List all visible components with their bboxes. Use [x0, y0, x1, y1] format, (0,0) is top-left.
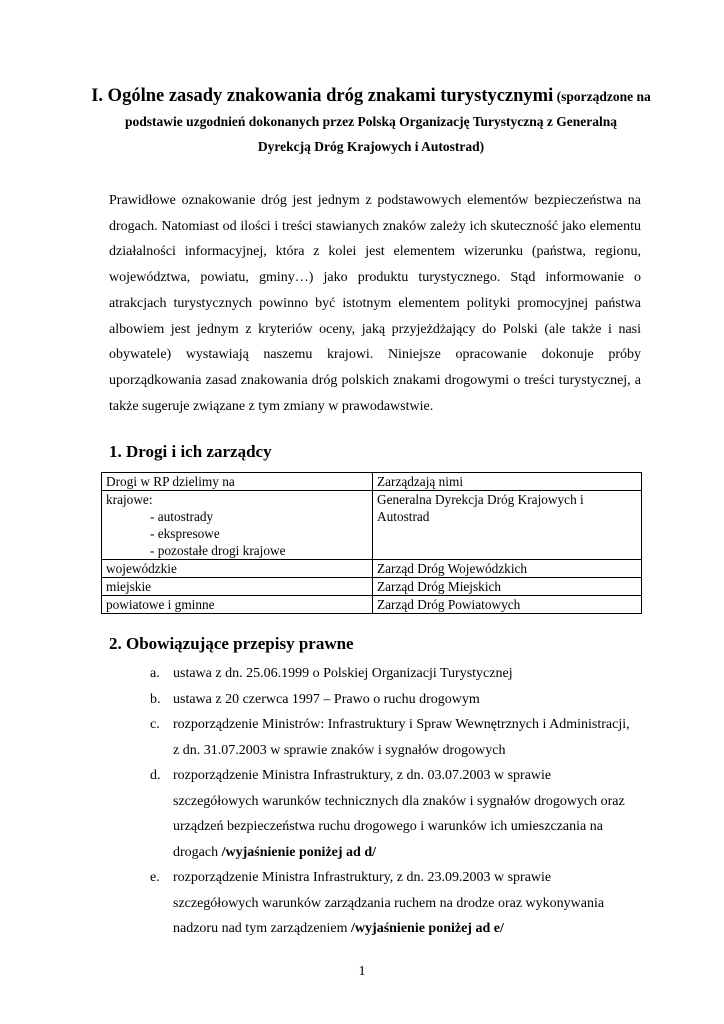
list-marker: c.	[150, 717, 160, 732]
list-item	[150, 763, 630, 865]
table-row-national	[102, 491, 642, 560]
table-cell	[102, 491, 373, 560]
table-cell: Zarząd Dróg Wojewódzkich	[373, 560, 642, 578]
table-cell: Zarząd Dróg Miejskich	[373, 578, 642, 596]
list-item-text: rozporządzenie Ministra Infrastruktury, z dn. 03.07.2003 w sprawie szczegółowych warunków technicznych dla znaków i sygnałów drogowych oraz urządzeń bezpieczeństwa ruchu drogowego i warunków ich umieszczania na drogach	[173, 768, 625, 860]
table-header-cell: Drogi w RP dzielimy na	[102, 473, 373, 491]
table-row	[102, 578, 642, 596]
section2-heading: 2. Obowiązujące przepisy prawne	[109, 634, 354, 653]
title-note-line2: podstawie uzgodnień dokonanych przez Polską Organizację Turystyczną z Generalną	[124, 114, 617, 129]
road-subtype: - autostrady	[150, 509, 214, 524]
table-cell: wojewódzkie	[102, 560, 373, 578]
title-note-line3: Dyrekcją Dróg Krajowych i Autostrad)	[257, 139, 485, 154]
list-marker: e.	[150, 870, 160, 885]
road-subtype: - pozostałe drogi krajowe	[150, 543, 286, 558]
table-header-cell: Zarządzają nimi	[373, 473, 642, 491]
legal-acts-list	[150, 661, 630, 942]
table-cell: Generalna Dyrekcja Dróg Krajowych i Autostrad	[373, 491, 642, 560]
list-item-text: rozporządzenie Ministrów: Infrastruktury i Spraw Wewnętrznych i Administracji, z dn. 31.07.2003 w sprawie znaków i sygnałów drogowych	[173, 717, 630, 758]
list-item	[150, 687, 630, 713]
list-item	[150, 712, 630, 763]
table-header-row	[102, 473, 642, 491]
section1-heading: 1. Drogi i ich zarządcy	[109, 442, 272, 461]
intro-paragraph: Prawidłowe oznakowanie dróg jest jednym z podstawowych elementów bezpieczeństwa na drogach. Natomiast od ilości i treści stawianych znaków zależy ich skuteczność jako elementu działalności informacyjnej, która z kolei jest elementem wizerunku (państwa, regionu, województwa, powiatu, gminy…) jako produktu turystycznego. Stąd informowanie o atrakcjach turystycznych powinno być istotnym elementem polityki promocyjnej państwa albowiem jest jednym z kryteriów oceny, jaką przyjeżdżający do Polski (ale także i nasi obywatele) wystawiają naszemu krajowi. Niniejsze opracowanie dokonuje próby uporządkowania zasad znakowania dróg polskich znakami drogowymi o treści turystycznej, a także sugeruje związane z tym zmiany w prawodawstwie.	[109, 193, 641, 414]
explanation-ref: /wyjaśnienie poniżej ad e/	[351, 921, 504, 936]
list-marker: d.	[150, 768, 161, 783]
national-label: krajowe:	[106, 492, 153, 507]
table-cell: miejskie	[102, 578, 373, 596]
roads-table	[101, 472, 642, 614]
document-title	[90, 84, 652, 159]
table-row	[102, 560, 642, 578]
list-item	[150, 661, 630, 687]
table-cell: powiatowe i gminne	[102, 596, 373, 614]
list-item-text: rozporządzenie Ministra Infrastruktury, z dn. 23.09.2003 w sprawie szczegółowych warunków zarządzania ruchem na drodze oraz wykonywania nadzoru nad tym zarządzeniem	[173, 870, 605, 936]
list-item-text: ustawa z dn. 25.06.1999 o Polskiej Organizacji Turystycznej	[173, 666, 513, 681]
table-cell: Zarząd Dróg Powiatowych	[373, 596, 642, 614]
table-row	[102, 596, 642, 614]
explanation-ref: /wyjaśnienie poniżej ad d/	[221, 844, 376, 860]
list-item-text: ustawa z 20 czerwca 1997 – Prawo o ruchu drogowym	[173, 691, 480, 707]
page-number: 1	[358, 964, 366, 979]
title-note-line1: (sporządzone na	[556, 89, 651, 104]
list-marker: b.	[150, 691, 161, 707]
road-subtype: - ekspresowe	[150, 526, 220, 541]
list-item	[150, 865, 630, 942]
title-main: I. Ogólne zasady znakowania dróg znakami turystycznymi	[91, 86, 554, 106]
list-marker: a.	[150, 666, 160, 681]
